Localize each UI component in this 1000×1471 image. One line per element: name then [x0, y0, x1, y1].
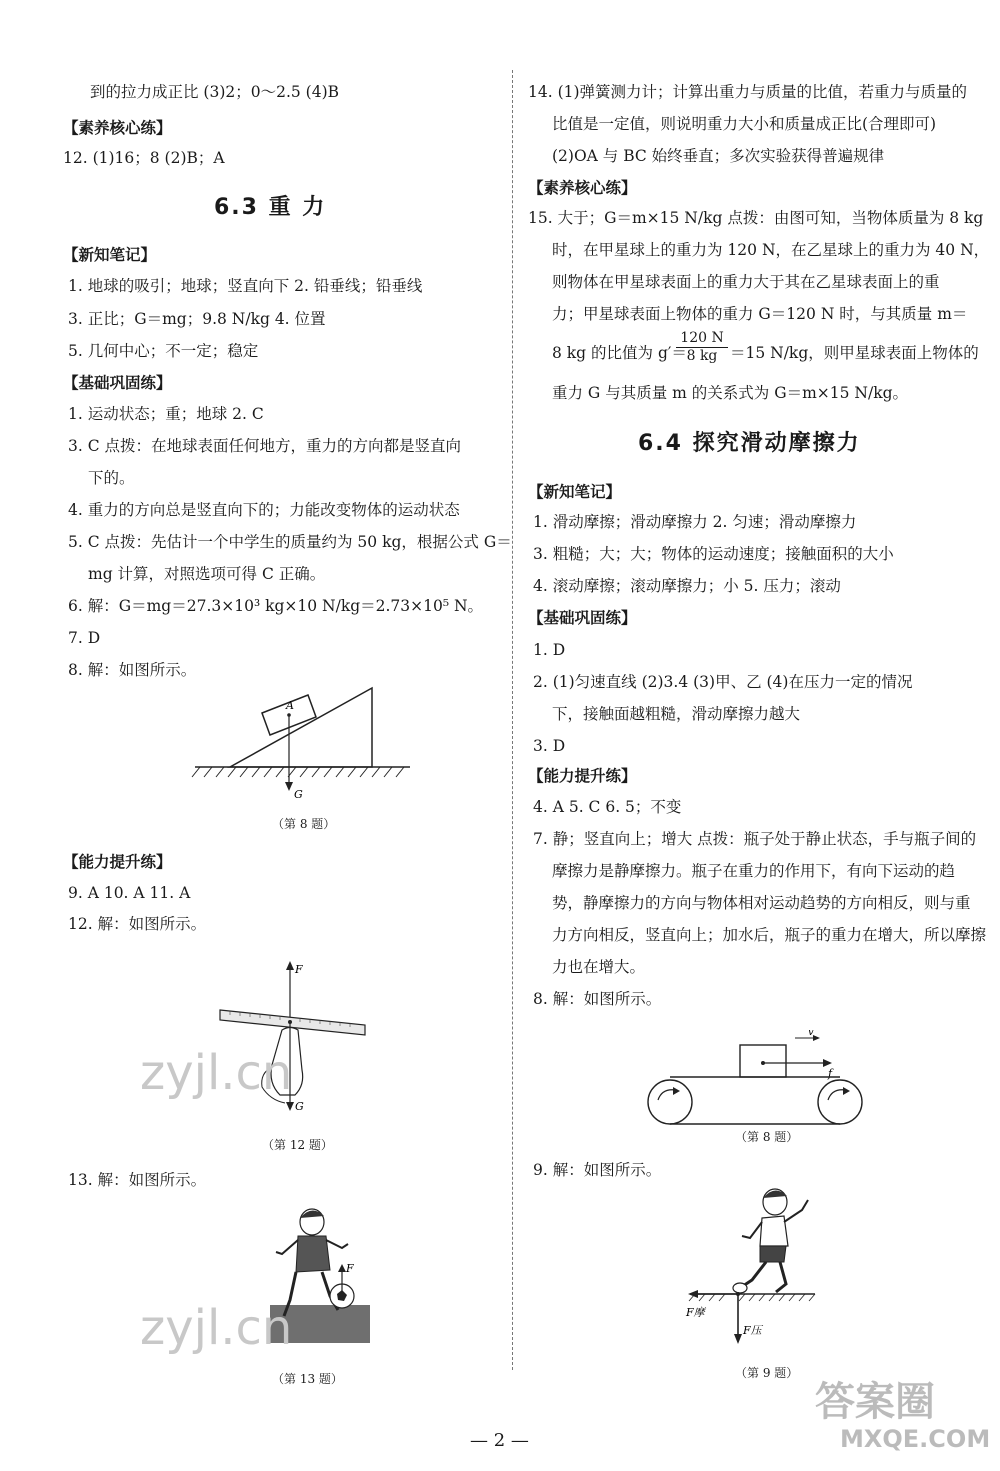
label-f-pressure: F压 — [743, 1324, 762, 1337]
text-line: 1. 运动状态；重；地球 2. C — [68, 405, 264, 423]
section-heading: 【基础巩固练】 — [63, 374, 172, 392]
section-heading: 【能力提升练】 — [528, 767, 637, 785]
text-line: 5. C 点拨：先估计一个中学生的质量约为 50 kg，根据公式 G＝ — [68, 533, 512, 551]
column-divider — [512, 70, 513, 1370]
incline-figure — [190, 685, 415, 805]
section-heading: 【新知笔记】 — [63, 246, 157, 264]
ruler-balance-figure — [210, 955, 380, 1130]
section-heading: 【新知笔记】 — [528, 483, 622, 501]
figure-caption: （第 8 题） — [735, 1130, 799, 1144]
text-line: 3. 粗糙；大；大；物体的运动速度；接触面积的大小 — [533, 545, 894, 563]
section-heading: 【素养核心练】 — [528, 179, 637, 197]
text-line: 6. 解：G＝mg＝27.3×10³ kg×10 N/kg＝2.73×10⁵ N。 — [68, 597, 484, 615]
text-line: 则物体在甲星球表面上的重力大于其在乙星球表面上的重 — [552, 273, 940, 291]
fraction — [676, 330, 728, 365]
text-line: 力也在增大。 — [552, 958, 646, 976]
watermark: 答案圈 — [815, 1379, 935, 1425]
section-heading: 【能力提升练】 — [63, 853, 172, 871]
text-line: 3. D — [533, 737, 566, 755]
fraction-numerator: 120 N — [680, 330, 724, 346]
text-line: 4. 重力的方向总是竖直向下的；力能改变物体的运动状态 — [68, 501, 460, 519]
runner-figure — [680, 1180, 830, 1360]
label-f: f — [828, 1067, 833, 1080]
text-line: 14. (1)弹簧测力计；计算出重力与质量的比值，若重力与质量的 — [528, 83, 968, 101]
watermark: zyjl.cn — [140, 1300, 293, 1356]
text-line: (2)OA 与 BC 始终垂直；多次实验获得普遍规律 — [552, 147, 885, 165]
text-line: mg 计算，对照选项可得 C 正确。 — [88, 565, 326, 583]
text-line: 9. A 10. A 11. A — [68, 884, 191, 902]
text-line: 时，在甲星球上的重力为 120 N，在乙星球上的重力为 40 N， — [552, 241, 990, 259]
text-line: 8. 解：如图所示。 — [533, 990, 662, 1008]
text-line: 摩擦力是静摩擦力。瓶子在重力的作用下，有向下运动的趋 — [552, 862, 956, 880]
text-line: 力方向相反，竖直向上；加水后，瓶子的重力在增大，所以摩擦 — [552, 926, 987, 944]
text-line: 1. 滑动摩擦；滑动摩擦力 2. 匀速；滑动摩擦力 — [533, 513, 857, 531]
figure-caption: （第 8 题） — [272, 817, 336, 831]
text-line: 1. 地球的吸引；地球；竖直向下 2. 铅垂线；铅垂线 — [68, 277, 423, 295]
text-line: 3. 正比；G＝mg；9.8 N/kg 4. 位置 — [68, 310, 326, 328]
text-line: 5. 几何中心；不一定；稳定 — [68, 342, 259, 360]
text-line: ＝15 N/kg，则甲星球表面上物体的 — [730, 344, 979, 362]
text-line: 势，静摩擦力的方向与物体相对运动趋势的方向相反，则与重 — [552, 894, 971, 912]
text-line: 7. D — [68, 629, 101, 647]
section-heading: 【素养核心练】 — [63, 119, 172, 137]
section-title: 6.3 重 力 — [214, 195, 327, 220]
text-line: 到的拉力成正比 (3)2；0～2.5 (4)B — [90, 83, 340, 101]
text-line: 7. 静；竖直向上；增大 点拨：瓶子处于静止状态，手与瓶子间的 — [533, 830, 977, 848]
text-line: 力；甲星球表面上物体的重力 G＝120 N 时，与其质量 m＝ — [552, 305, 968, 323]
watermark: MXQE.COM — [840, 1425, 991, 1453]
text-line: 13. 解：如图所示。 — [68, 1171, 207, 1189]
text-line: 15. 大于；G＝m×15 N/kg 点拨：由图可知，当物体质量为 8 kg — [528, 209, 984, 227]
text-line: 8. 解：如图所示。 — [68, 661, 197, 679]
section-heading: 【基础巩固练】 — [528, 609, 637, 627]
text-line: 比值是一定值，则说明重力大小和质量成正比(合理即可) — [552, 115, 937, 133]
text-line: 下，接触面越粗糙，滑动摩擦力越大 — [552, 705, 801, 723]
text-line: 3. C 点拨：在地球表面任何地方，重力的方向都是竖直向 — [68, 437, 462, 455]
label-f: F — [346, 1262, 354, 1275]
label-a: A — [286, 699, 294, 712]
text-line: 4. 滚动摩擦；滚动摩擦力；小 5. 压力；滚动 — [533, 577, 841, 595]
fraction-denominator: 8 kg — [676, 347, 728, 365]
conveyor-figure — [640, 1030, 880, 1125]
watermark: zyjl.cn — [140, 1045, 293, 1101]
text-line: 12. 解：如图所示。 — [68, 915, 207, 933]
figure-caption: （第 13 题） — [272, 1372, 343, 1386]
label-f: F — [295, 963, 303, 976]
text-line: 9. 解：如图所示。 — [533, 1161, 662, 1179]
label-g: G — [294, 788, 303, 801]
text-line: 8 kg 的比值为 g′＝ — [552, 344, 687, 362]
text-line: 2. (1)匀速直线 (2)3.4 (3)甲、乙 (4)在压力一定的情况 — [533, 673, 913, 691]
label-v: v — [808, 1030, 814, 1038]
text-line: 重力 G 与其质量 m 的关系式为 G＝m×15 N/kg。 — [552, 384, 909, 402]
section-title: 6.4 探究滑动摩擦力 — [638, 431, 861, 456]
label-g: G — [295, 1100, 304, 1113]
text-line: 12. (1)16；8 (2)B；A — [63, 149, 225, 167]
text-line: 1. D — [533, 641, 566, 659]
figure-caption: （第 12 题） — [262, 1138, 333, 1152]
label-f-friction: F摩 — [686, 1306, 705, 1319]
text-line: 4. A 5. C 6. 5；不变 — [533, 798, 682, 816]
figure-caption: （第 9 题） — [735, 1366, 799, 1380]
text-line: 下的。 — [88, 469, 135, 487]
page-number: — 2 — — [470, 1430, 529, 1451]
